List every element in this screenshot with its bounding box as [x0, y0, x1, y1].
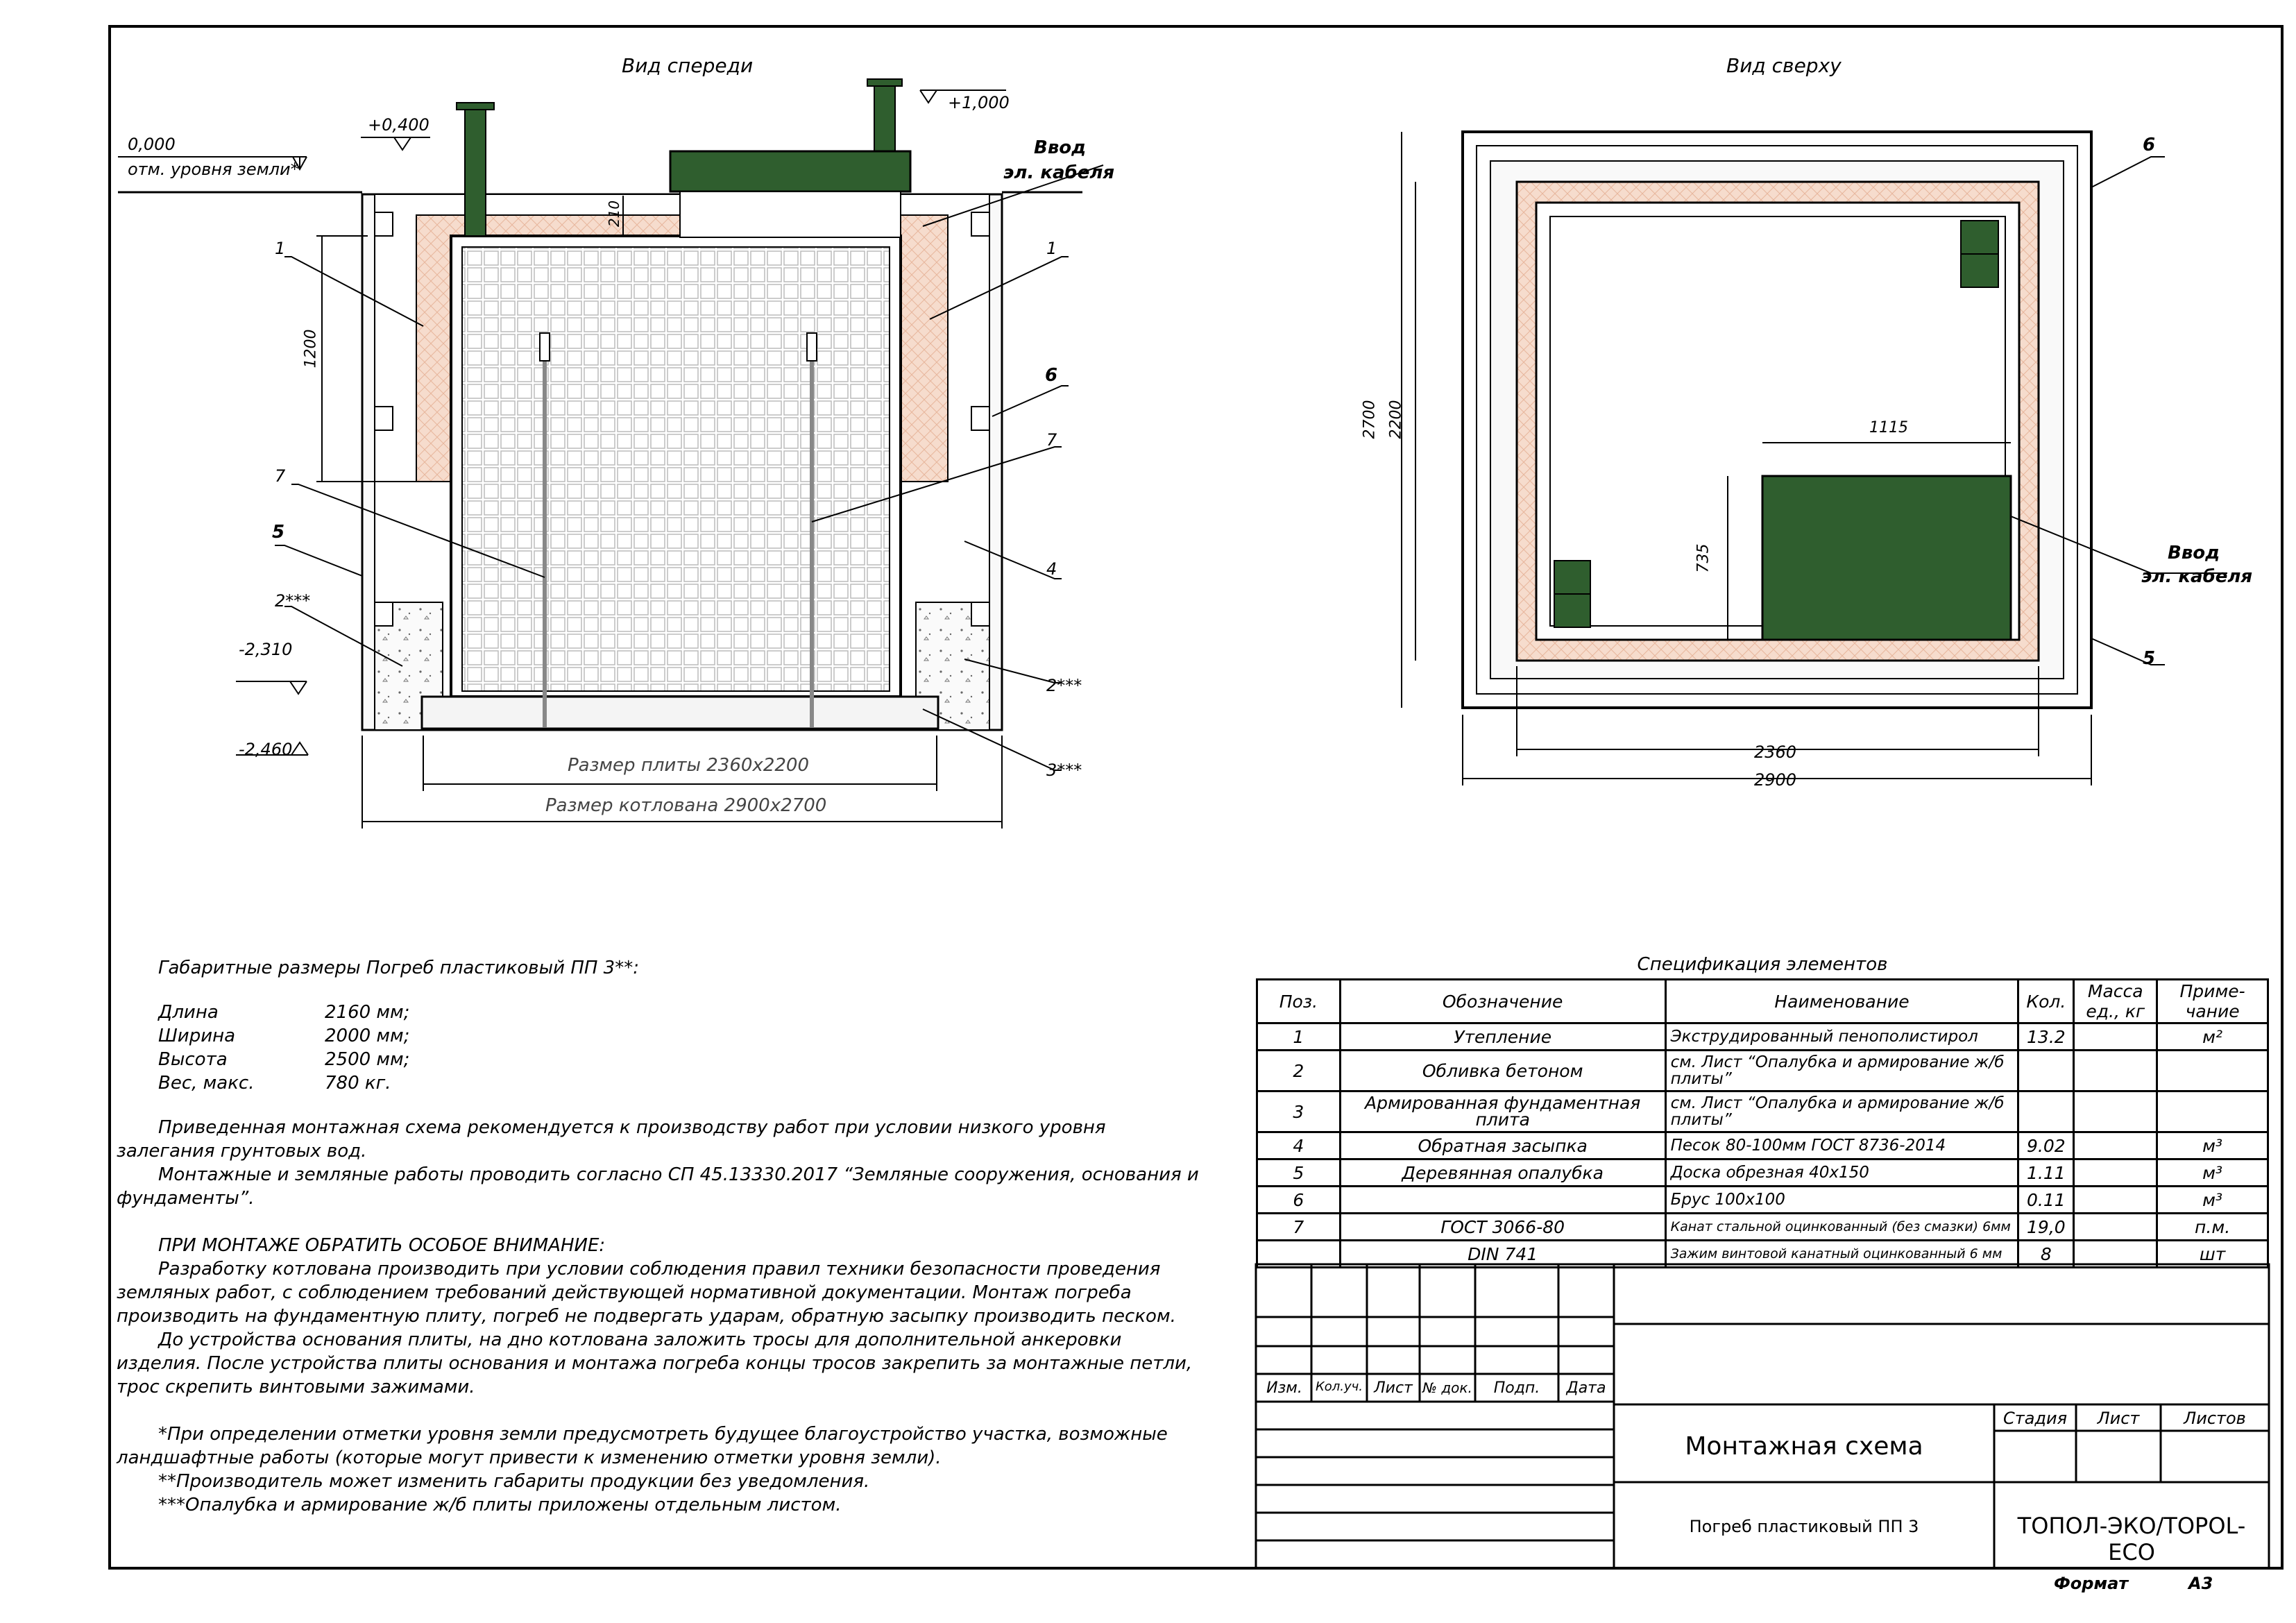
- format-label: Формат: [2054, 1574, 2129, 1593]
- spec-cell: [2074, 1091, 2157, 1132]
- spec-cell: Канат стальной оцинкованный (без смазки) 6мм: [1665, 1214, 2018, 1241]
- spec-cell: [2074, 1051, 2157, 1091]
- spec-cell: п.м.: [2157, 1214, 2268, 1241]
- level-minus-2310: -2,310: [239, 640, 293, 659]
- level-zero: 0,000: [128, 135, 176, 154]
- stamp-col-izm: Изм.: [1266, 1379, 1302, 1397]
- level-plus-1000: +1,000: [948, 93, 1010, 112]
- dim-1115: 1115: [1869, 419, 1908, 436]
- format-value: А3: [2188, 1574, 2213, 1593]
- top-cable-entry-2: эл. кабеля: [2141, 566, 2253, 587]
- dim-value: 2000 мм;: [325, 1026, 410, 1046]
- dim-value: 2160 мм;: [325, 1002, 410, 1023]
- plate-size-label: Размер плиты 2360х2200: [568, 755, 809, 776]
- spec-header-row: [1257, 980, 2268, 1023]
- spec-cell: Обливка бетоном: [1340, 1051, 1665, 1091]
- spec-cell: 7: [1257, 1214, 1341, 1241]
- spec-cell: [2074, 1132, 2157, 1159]
- note-p4: До устройства основания плиты, на дно котлована заложить тросы для дополнительной анкеровки изделия. После устройства плиты основания и монтажа погреба концы тросов закрепить за монтажные петли, трос скрепить винтовыми зажимами.: [117, 1329, 1193, 1397]
- spec-cell: 9.02: [2018, 1132, 2074, 1159]
- spec-cell: Брус 100х100: [1665, 1187, 2018, 1214]
- table-row: [1257, 1132, 2268, 1159]
- cable-entry-label-2: эл. кабеля: [1003, 162, 1115, 183]
- spec-cell: шт: [2157, 1241, 2268, 1268]
- spec-cell: см. Лист “Опалубка и армирование ж/б плиты”: [1665, 1051, 2018, 1091]
- dim-2200: 2200: [1387, 400, 1405, 439]
- table-row: [1257, 1023, 2268, 1051]
- hatch-lid: [670, 151, 910, 192]
- footnote-2: **Производитель может изменить габариты продукции без уведомления.: [158, 1471, 870, 1492]
- hatch-top: [1762, 476, 2011, 640]
- dim-2700: 2700: [1361, 400, 1379, 439]
- spec-cell: [2074, 1187, 2157, 1214]
- spec-cell: [2074, 1023, 2157, 1051]
- stamp-col-list: Лист: [1374, 1379, 1413, 1397]
- spec-header: Наименование: [1665, 980, 2018, 1023]
- spec-table: [1256, 978, 2269, 1268]
- table-row: [1257, 1241, 2268, 1268]
- dim-key: Ширина: [158, 1026, 236, 1046]
- callout-3: 3***: [1046, 760, 1082, 780]
- callout-7-left: 7: [275, 466, 286, 486]
- front-view: [118, 79, 1103, 829]
- spec-block: [1256, 951, 2296, 1268]
- stamp-col-koluch: Кол.уч.: [1315, 1379, 1363, 1394]
- vent-pipe-right: [874, 82, 895, 154]
- spec-header: Кол.: [2018, 980, 2074, 1023]
- callout-5: 5: [272, 522, 285, 543]
- spec-cell: [1340, 1187, 1665, 1214]
- spec-cell: Деревянная опалубка: [1340, 1159, 1665, 1187]
- spec-cell: [2157, 1091, 2268, 1132]
- foundation-plate: [422, 697, 938, 729]
- dim-value: 780 кг.: [325, 1073, 391, 1094]
- top-cable-entry-1: Ввод: [2168, 543, 2220, 563]
- spec-cell: 0.11: [2018, 1187, 2074, 1214]
- stamp-stage: Стадия: [2002, 1409, 2068, 1428]
- stamp-col-data: Дата: [1566, 1379, 1606, 1397]
- spec-cell: Песок 80-100мм ГОСТ 8736-2014: [1665, 1132, 2018, 1159]
- spec-cell: см. Лист “Опалубка и армирование ж/б плиты”: [1665, 1091, 2018, 1132]
- spec-cell: 2: [1257, 1051, 1341, 1091]
- spec-cell: 13.2: [2018, 1023, 2074, 1051]
- callout-7-right: 7: [1046, 430, 1057, 450]
- stamp-product: Погреб пластиковый ПП 3: [1689, 1517, 1919, 1536]
- callout-1-right: 1: [1046, 239, 1057, 258]
- note-p1: Приведенная монтажная схема рекомендуется к производству работ при условии низкого уровня залегания грунтовых вод.: [117, 1117, 1106, 1162]
- spec-cell: [2074, 1241, 2157, 1268]
- level-minus-2460: -2,460: [239, 740, 293, 759]
- spec-cell: м³: [2157, 1187, 2268, 1214]
- spec-cell: Утепление: [1340, 1023, 1665, 1051]
- front-view-title: Вид спереди: [622, 54, 754, 77]
- spec-cell: Армированная фундаментная плита: [1340, 1091, 1665, 1132]
- spec-cell: [2074, 1214, 2157, 1241]
- stamp-title: Монтажная схема: [1685, 1432, 1923, 1461]
- level-plus-0400: +0,400: [368, 115, 430, 135]
- top-view-title: Вид сверху: [1726, 54, 1842, 77]
- footnote-1: *При определении отметки уровня земли предусмотреть будущее благоустройство участка, возможные ландшафтные работы (которые могут привести к изменению отметки уровня земли).: [117, 1424, 1168, 1468]
- spec-cell: [2018, 1091, 2074, 1132]
- cable-entry-label-1: Ввод: [1034, 137, 1087, 158]
- spec-cell: Зажим винтовой канатный оцинкованный 6 мм: [1665, 1241, 2018, 1268]
- dim-value: 2500 мм;: [325, 1049, 410, 1070]
- top-view: [1402, 132, 2227, 785]
- table-row: [1257, 1159, 2268, 1187]
- spec-cell: [2018, 1051, 2074, 1091]
- table-row: [1257, 1214, 2268, 1241]
- spec-cell: 1.11: [2018, 1159, 2074, 1187]
- dim-key: Вес, макс.: [158, 1073, 255, 1094]
- vent-pipe-left: [465, 105, 486, 236]
- spec-cell: м³: [2157, 1132, 2268, 1159]
- callout-4: 4: [1046, 559, 1057, 579]
- level-zero-note: отм. уровня земли*: [128, 160, 299, 179]
- dim-key: Высота: [158, 1049, 228, 1070]
- dim-key: Длина: [158, 1002, 219, 1023]
- spec-header: Масса ед., кг: [2074, 980, 2157, 1023]
- spec-cell: 19,0: [2018, 1214, 2074, 1241]
- table-row: [1257, 1051, 2268, 1091]
- spec-cell: DIN 741: [1340, 1241, 1665, 1268]
- table-row: [1257, 1187, 2268, 1214]
- spec-cell: Доска обрезная 40х150: [1665, 1159, 2018, 1187]
- callout-2-left: 2***: [275, 591, 311, 611]
- callout-2-right: 2***: [1046, 676, 1082, 695]
- top-callout-5: 5: [2143, 648, 2156, 669]
- spec-header: Обозначение: [1340, 980, 1665, 1023]
- spec-cell: 6: [1257, 1187, 1341, 1214]
- spec-header: Приме-чание: [2157, 980, 2268, 1023]
- footnote-3: ***Опалубка и армирование ж/б плиты приложены отдельным листом.: [158, 1495, 842, 1515]
- spec-cell: [2074, 1159, 2157, 1187]
- dim-2360: 2360: [1754, 742, 1797, 762]
- stamp-col-podp: Подп.: [1493, 1379, 1540, 1397]
- dims-list: [158, 1001, 1199, 1095]
- notes-block: [117, 956, 1199, 1517]
- dim-735: 735: [1694, 543, 1712, 573]
- spec-cell: Экструдированный пенополистирол: [1665, 1023, 2018, 1051]
- spec-cell: 4: [1257, 1132, 1341, 1159]
- spec-cell: Обратная засыпка: [1340, 1132, 1665, 1159]
- pit-size-label: Размер котлована 2900х2700: [545, 795, 827, 816]
- spec-cell: 1: [1257, 1023, 1341, 1051]
- callout-1-left: 1: [275, 239, 286, 258]
- dims-title: Габаритные размеры Погреб пластиковый ПП 3**:: [158, 958, 639, 978]
- spec-cell: м³: [2157, 1159, 2268, 1187]
- attention-title: ПРИ МОНТАЖЕ ОБРАТИТЬ ОСОБОЕ ВНИМАНИЕ:: [158, 1235, 606, 1256]
- stamp-col-doc: № док.: [1422, 1379, 1472, 1396]
- spec-header: Поз.: [1257, 980, 1341, 1023]
- table-row: [1257, 1091, 2268, 1132]
- spec-cell: м²: [2157, 1023, 2268, 1051]
- spec-cell: 5: [1257, 1159, 1341, 1187]
- spec-cell: 3: [1257, 1091, 1341, 1132]
- stamp-sheets: Листов: [2184, 1409, 2246, 1428]
- note-p3: Разработку котлована производить при условии соблюдения правил техники безопасности проведения земляных работ, с соблюдением требований действующей нормативной документации. Монтаж погреба производить на фундаментную плиту, погреб не подвергать ударам, обратную засыпку производить песком.: [117, 1259, 1176, 1327]
- spec-caption: Спецификация элементов: [1637, 954, 1888, 975]
- spec-cell: ГОСТ 3066-80: [1340, 1214, 1665, 1241]
- stamp-sheet: Лист: [2097, 1409, 2140, 1428]
- spec-cell: [1257, 1241, 1341, 1268]
- dim-210: 210: [606, 200, 623, 228]
- note-p2: Монтажные и земляные работы проводить согласно СП 45.13330.2017 “Земляные сооружения, основания и фундаменты”.: [117, 1164, 1199, 1209]
- spec-cell: 8: [2018, 1241, 2074, 1268]
- stamp-company: ТОПОЛ-ЭКО/TOPOL-ECO: [2017, 1513, 2246, 1565]
- dim-2900: 2900: [1754, 770, 1797, 790]
- top-callout-6: 6: [2143, 135, 2156, 155]
- callout-6: 6: [1045, 365, 1058, 386]
- spec-cell: [2157, 1051, 2268, 1091]
- dim-1200: 1200: [302, 329, 320, 368]
